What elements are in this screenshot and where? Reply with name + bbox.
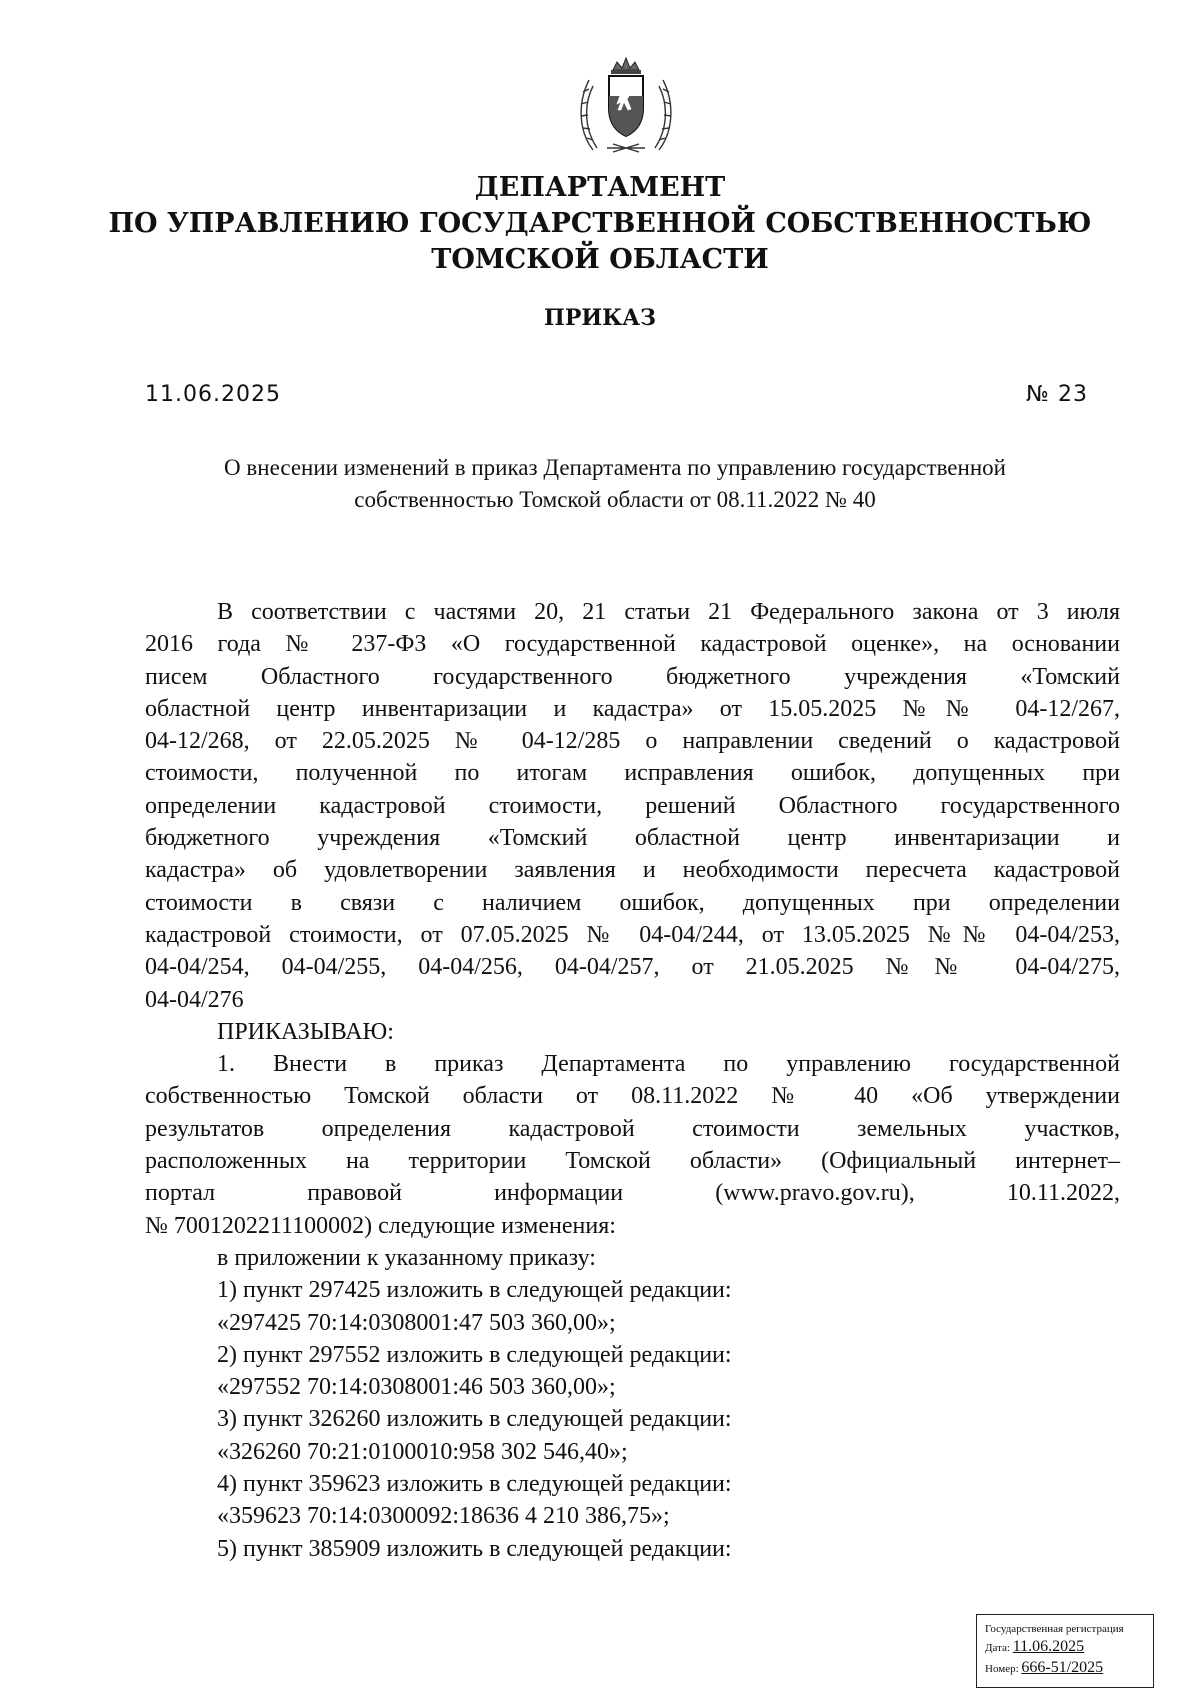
preamble-line: стоимости, полученной по итогам исправления ошибок, допущенных при (145, 760, 1120, 787)
preamble-line: определении кадастровой стоимости, решений Областного государственного (145, 792, 1120, 819)
preamble-line: 04-12/268, от 22.05.2025 № 04-12/285 о направлении сведений о кадастровой (145, 728, 1120, 755)
preamble-line: бюджетного учреждения «Томский областной центр инвентаризации и (145, 825, 1120, 852)
department-title-line: ДЕПАРТАМЕНТ (474, 172, 726, 203)
preamble-line: кадастровой стоимости, от 07.05.2025 № 04-04/244, от 13.05.2025 №№ 04-04/253, (145, 921, 1120, 948)
document-type: ПРИКАЗ (544, 305, 656, 331)
change-line: «297425 70:14:0308001:47 503 360,00»; (217, 1309, 616, 1336)
order-number: № 23 (1026, 382, 1088, 407)
preamble-line: стоимости в связи с наличием ошибок, допущенных при определении (145, 889, 1120, 916)
department-title-line: ТОМСКОЙ ОБЛАСТИ (431, 244, 769, 275)
registration-stamp (976, 1614, 1154, 1688)
change-line: 3) пункт 326260 изложить в следующей редакции: (217, 1406, 732, 1433)
order-date: 11.06.2025 (145, 382, 281, 407)
subject-line: О внесении изменений в приказ Департамента по управлению государственной (224, 455, 1006, 480)
preamble-line: писем Областного государственного бюджетного учреждения «Томский (145, 663, 1120, 690)
item1-line: № 7001202211100002) следующие изменения: (145, 1212, 616, 1239)
registration-date: 11.06.2025 (1012, 1638, 1085, 1655)
department-title-line: ПО УПРАВЛЕНИЮ ГОСУДАРСТВЕННОЙ СОБСТВЕННОСТЬЮ (108, 208, 1092, 239)
item1-line: собственностью Томской области от 08.11.2022 № 40 «Об утверждении (145, 1083, 1120, 1110)
preamble-line: 04-04/254, 04-04/255, 04-04/256, 04-04/257, от 21.05.2025 №№ 04-04/275, (145, 954, 1120, 981)
order-word: ПРИКАЗЫВАЮ: (217, 1018, 394, 1045)
tomsk-coat-of-arms-emblem (573, 52, 679, 156)
change-line: 5) пункт 385909 изложить в следующей редакции: (217, 1535, 732, 1562)
item1-line: результатов определения кадастровой стоимости земельных участков, (145, 1115, 1120, 1142)
change-line: 4) пункт 359623 изложить в следующей редакции: (217, 1471, 732, 1498)
change-line: 1) пункт 297425 изложить в следующей редакции: (217, 1277, 732, 1304)
change-line: в приложении к указанному приказу: (217, 1244, 596, 1271)
item1-line: расположенных на территории Томской области» (Официальный интернет– (145, 1148, 1120, 1175)
registration-date-label: Дата: (985, 1642, 1010, 1654)
preamble-line: кадастра» об удовлетворении заявления и необходимости пересчета кадастровой (145, 857, 1120, 884)
change-line: «326260 70:21:0100010:958 302 546,40»; (217, 1438, 628, 1465)
registration-title: Государственная регистрация (985, 1623, 1124, 1635)
item1-line: 1. Внести в приказ Департамента по управлению государственной (217, 1051, 1120, 1078)
department-title (0, 170, 1200, 278)
change-line: «297552 70:14:0308001:46 503 360,00»; (217, 1374, 616, 1401)
preamble-line: В соответствии с частями 20, 21 статьи 21 Федерального закона от 3 июля (217, 599, 1120, 625)
order-subject (120, 452, 1110, 516)
preamble-line: областной центр инвентаризации и кадастра» от 15.05.2025 №№ 04-12/267, (145, 695, 1120, 722)
registration-number-label: Номер: (985, 1663, 1019, 1675)
change-line: «359623 70:14:0300092:18636 4 210 386,75»; (217, 1503, 670, 1530)
change-line: 2) пункт 297552 изложить в следующей редакции: (217, 1341, 732, 1368)
order-body (145, 596, 1120, 1565)
preamble-line: 04-04/276 (145, 986, 244, 1013)
subject-line: собственностью Томской области от 08.11.2022 № 40 (354, 487, 876, 512)
item1-line: портал правовой информации (www.pravo.gov.ru), 10.11.2022, (145, 1180, 1120, 1207)
registration-number: 666-51/2025 (1021, 1659, 1104, 1676)
preamble-line: 2016 года № 237-ФЗ «О государственной кадастровой оценке», на основании (145, 631, 1120, 658)
